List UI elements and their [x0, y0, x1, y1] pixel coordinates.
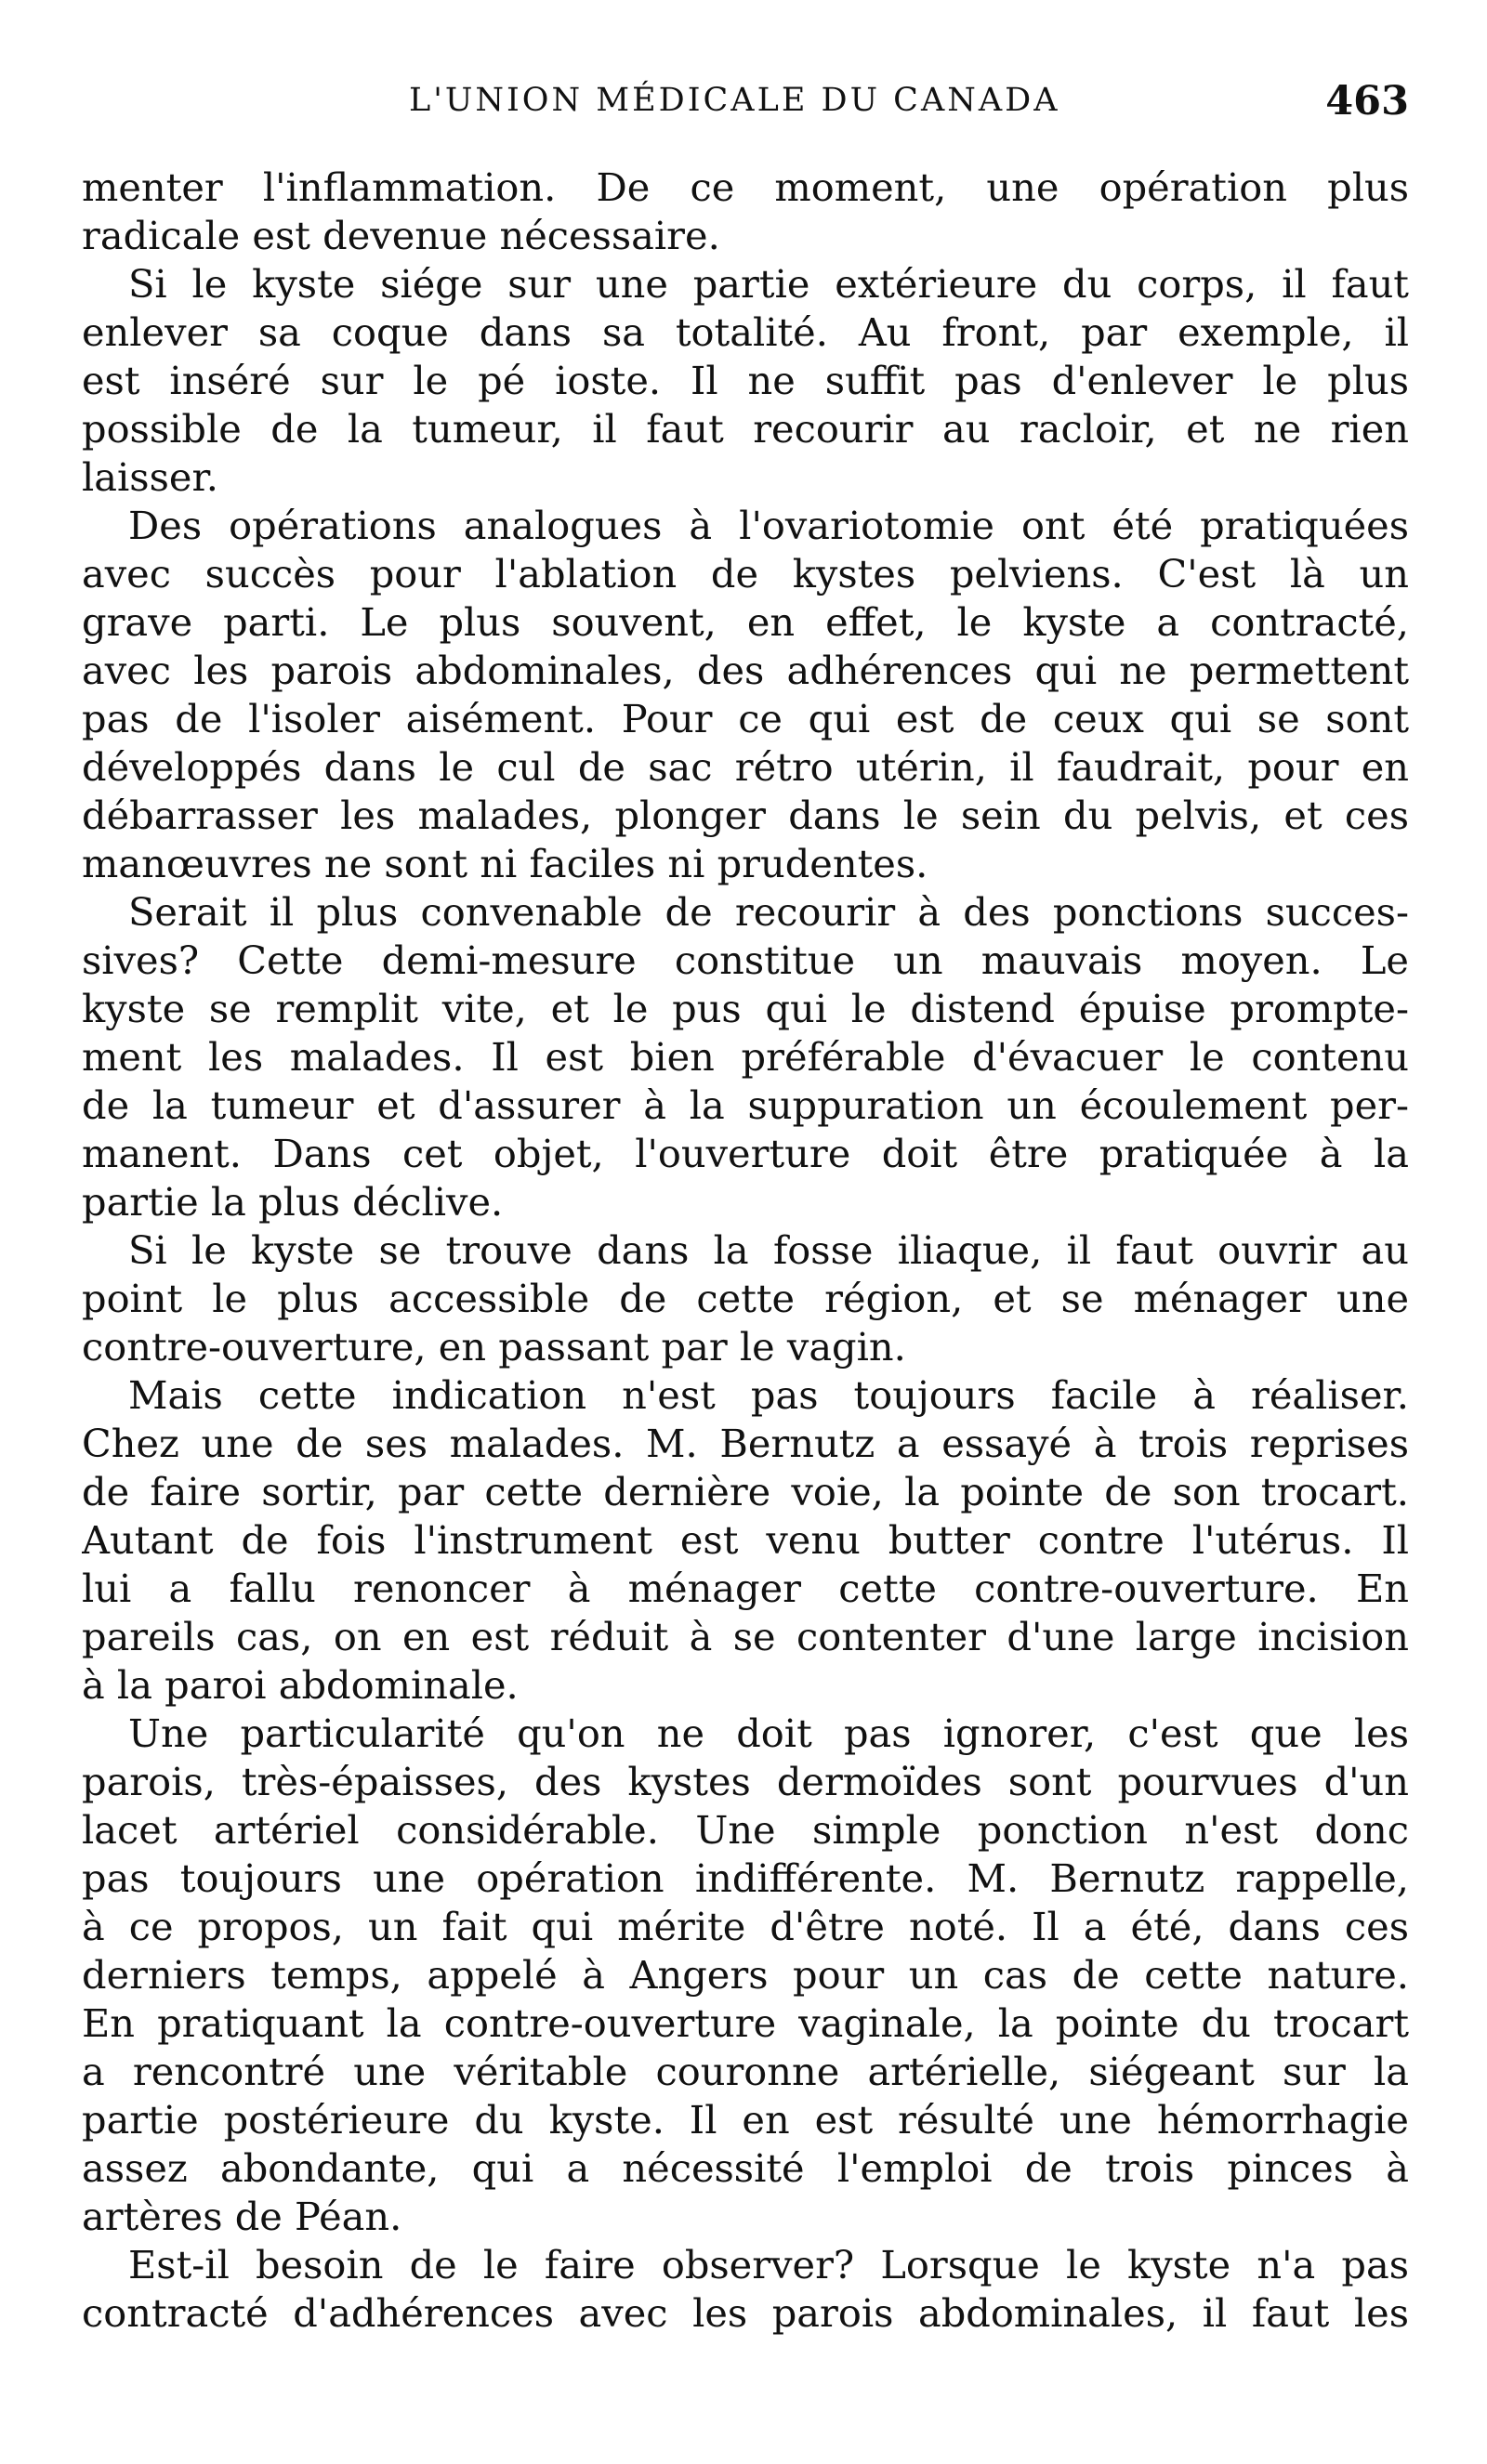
text-line: artères de Péan. [82, 2194, 402, 2239]
text-line: est inséré sur le pé ioste. Il ne suffit pas d'enlever le plus [82, 358, 1409, 403]
text-line: radicale est devenue nécessaire. [82, 213, 720, 258]
text-line: a rencontré une véritable couronne artérielle, siégeant sur la [82, 2049, 1409, 2094]
text-line: pas toujours une opération indifférente. M. Bernutz rappelle, [82, 1855, 1409, 1901]
text-line: Des opérations analogues à l'ovariotomie ont été pratiquées [128, 503, 1409, 548]
paragraph [82, 1226, 1409, 1371]
running-title: L'UNION MÉDICALE DU CANADA [409, 82, 1060, 119]
text-line: lui a fallu renoncer à ménager cette contre-ouverture. En [82, 1566, 1409, 1611]
text-line: de la tumeur et d'assurer à la suppuration un écoulement per- [82, 1082, 1409, 1128]
text-line: avec succès pour l'ablation de kystes pelviens. C'est là un [82, 551, 1409, 596]
page-number: 463 [1325, 78, 1409, 125]
text-line: pas de l'isoler aisément. Pour ce qui est de ceux qui se sont [82, 696, 1409, 741]
text-line: assez abondante, qui a nécessité l'emploi de trois pinces à [82, 2145, 1409, 2191]
text-line: débarrasser les malades, plonger dans le sein du pelvis, et ces [82, 793, 1409, 838]
paragraph [82, 260, 1409, 502]
text-line: à ce propos, un fait qui mérite d'être noté. Il a été, dans ces [82, 1904, 1409, 1949]
text-line: Une particularité qu'on ne doit pas ignorer, c'est que les [128, 1710, 1409, 1756]
text-line: manœuvres ne sont ni faciles ni prudentes. [82, 841, 928, 886]
text-line: Serait il plus convenable de recourir à des ponctions succes- [128, 889, 1409, 935]
text-line: développés dans le cul de sac rétro utérin, il faudrait, pour en [82, 744, 1409, 790]
text-line: partie la plus déclive. [82, 1179, 504, 1225]
paragraph [82, 502, 1409, 888]
text-line: Est-il besoin de le faire observer? Lorsque le kyste n'a pas [128, 2242, 1409, 2287]
paragraph [82, 888, 1409, 1226]
body-text [82, 164, 1409, 2338]
text-line: contracté d'adhérences avec les parois abdominales, il faut les [82, 2290, 1409, 2336]
text-line: Chez une de ses malades. M. Bernutz a essayé à trois reprises [82, 1421, 1409, 1466]
text-line: lacet artériel considérable. Une simple ponction n'est donc [82, 1807, 1409, 1853]
text-line: de faire sortir, par cette dernière voie, la pointe de son trocart. [82, 1469, 1409, 1514]
paragraph [82, 1710, 1409, 2241]
text-line: Si le kyste siége sur une partie extérieure du corps, il faut [128, 261, 1409, 307]
text-line: Si le kyste se trouve dans la fosse iliaque, il faut ouvrir au [128, 1227, 1409, 1273]
text-line: kyste se remplit vite, et le pus qui le distend épuise prompte- [82, 986, 1409, 1031]
text-line: sives? Cette demi-mesure constitue un mauvais moyen. Le [82, 937, 1409, 983]
text-line: Autant de fois l'instrument est venu butter contre l'utérus. Il [82, 1517, 1409, 1563]
text-line: manent. Dans cet objet, l'ouverture doit être pratiquée à la [82, 1131, 1409, 1176]
text-line: pareils cas, on en est réduit à se contenter d'une large incision [82, 1614, 1409, 1659]
paragraph [82, 164, 1409, 260]
text-line: En pratiquant la contre-ouverture vaginale, la pointe du trocart [82, 2000, 1409, 2046]
text-line: grave parti. Le plus souvent, en effet, le kyste a contracté, [82, 599, 1409, 645]
text-line: avec les parois abdominales, des adhérences qui ne permettent [82, 648, 1409, 693]
paragraph [82, 1371, 1409, 1710]
text-line: partie postérieure du kyste. Il en est résulté une hémorrhagie [82, 2097, 1409, 2143]
text-line: parois, très-épaisses, des kystes dermoïdes sont pourvues d'un [82, 1759, 1409, 1804]
text-line: Mais cette indication n'est pas toujours facile à réaliser. [128, 1372, 1409, 1418]
page-header [82, 78, 1409, 128]
text-line: point le plus accessible de cette région, et se ménager une [82, 1276, 1409, 1321]
text-line: contre-ouverture, en passant par le vagin. [82, 1324, 906, 1370]
text-line: à la paroi abdominale. [82, 1662, 519, 1708]
text-line: menter l'inflammation. De ce moment, une opération plus [82, 164, 1409, 210]
text-line: laisser. [82, 454, 218, 500]
paragraph [82, 2241, 1409, 2338]
text-line: enlever sa coque dans sa totalité. Au front, par exemple, il [82, 309, 1409, 355]
text-line: possible de la tumeur, il faut recourir au racloir, et ne rien [82, 406, 1409, 452]
text-line: derniers temps, appelé à Angers pour un cas de cette nature. [82, 1952, 1409, 1998]
text-line: ment les malades. Il est bien préférable d'évacuer le contenu [82, 1034, 1409, 1080]
